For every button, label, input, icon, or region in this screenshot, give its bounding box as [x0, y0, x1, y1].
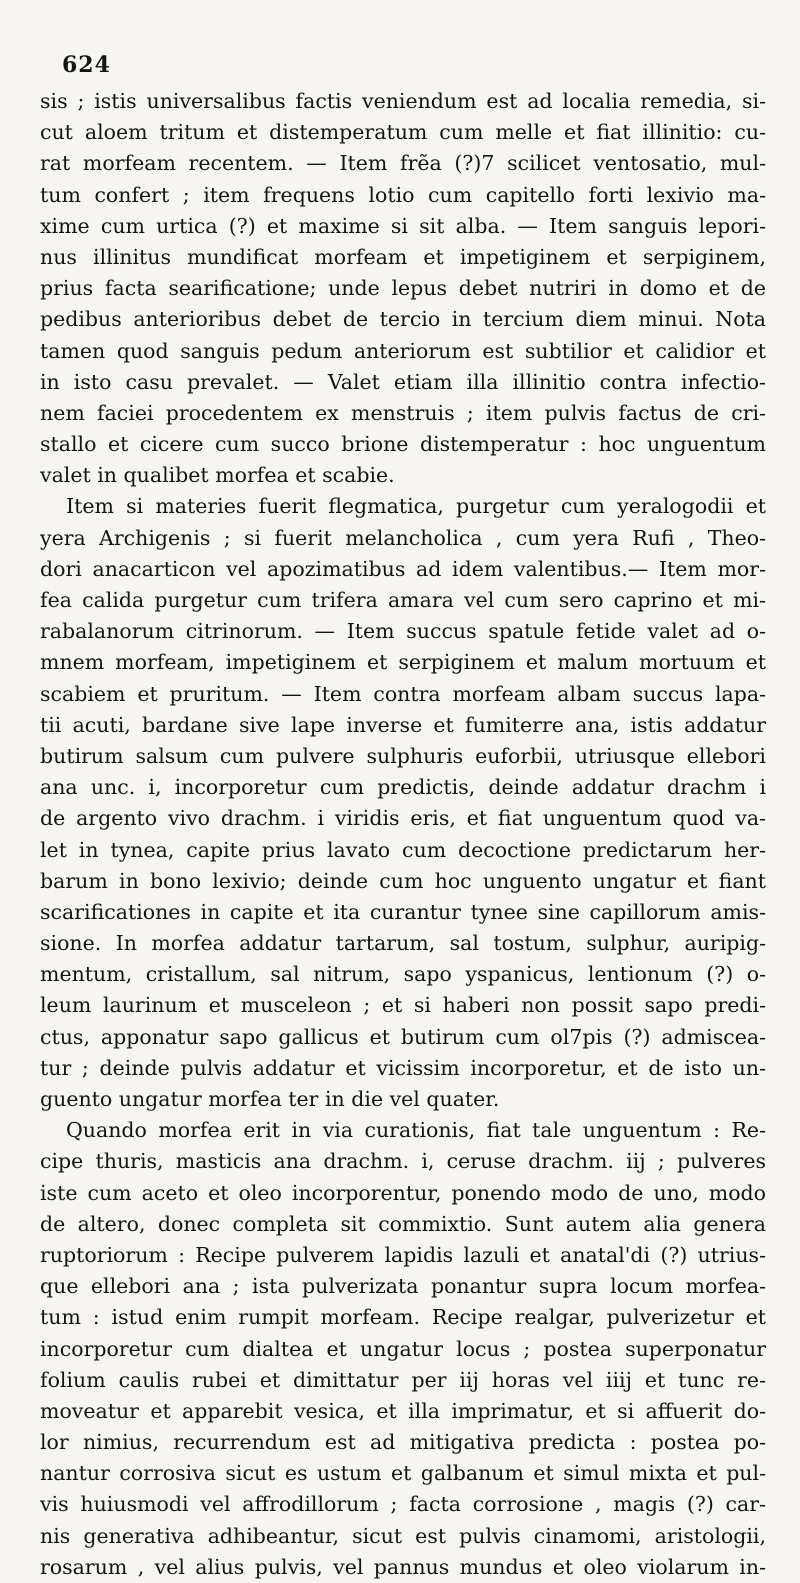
text-line: cipe thuris, masticis ana drachm. i, ceruse drachm. iij ; pulveres: [40, 1149, 766, 1174]
text-line: lor nimius, recurrendum est ad mitigativa predicta : postea po-: [40, 1430, 766, 1455]
page-number: 624: [62, 52, 111, 78]
text-line: sis ; istis universalibus factis veniendum est ad localia remedia, si-: [40, 89, 766, 113]
text-line: xime cum urtica (?) et maxime si sit alba. — Item sanguis lepori-: [40, 213, 766, 238]
text-line: leum laurinum et musceleon ; et si haberi non possit sapo predi-: [40, 993, 766, 1018]
text-line: tur ; deinde pulvis addatur et vicissim incorporetur, et de isto un-: [40, 1055, 766, 1080]
text-line: valet in qualibet morfea et scabie.: [40, 463, 395, 488]
text-line: butirum salsum cum pulvere sulphuris euforbii, utriusque ellebori: [40, 743, 766, 768]
text-line: yera Archigenis ; si fuerit melancholica , cum yera Rufi , Theo-: [40, 525, 766, 550]
text-line: scabiem et pruritum. — Item contra morfeam albam succus lapa-: [40, 681, 766, 706]
text-line: nis generativa adhibeantur, sicut est pulvis cinamomi, aristologii,: [40, 1523, 766, 1548]
text-line: ruptoriorum : Recipe pulverem lapidis lazuli et anatal'di (?) utrius-: [40, 1242, 766, 1267]
text-line: tamen quod sanguis pedum anteriorum est subtilior et calidior et: [40, 338, 766, 363]
text-line: tii acuti, bardane sive lape inverse et fumiterre ana, istis addatur: [40, 712, 766, 737]
text-line: vis huiusmodi vel affrodillorum ; facta corrosione , magis (?) car-: [40, 1492, 766, 1517]
text-line: Quando morfea erit in via curationis, fiat tale unguentum : Re-: [66, 1118, 766, 1143]
text-line: Item si materies fuerit flegmatica, purgetur cum yeralogodii et: [66, 494, 766, 519]
text-line: nantur corrosiva sicut es ustum et galbanum et simul mixta et pul-: [40, 1461, 766, 1486]
text-line: ana unc. i, incorporetur cum predictis, deinde addatur drachm i: [40, 775, 766, 800]
text-line: nem faciei procedentem ex menstruis ; item pulvis factus de cri-: [40, 400, 766, 425]
text-line: ctus, apponatur sapo gallicus et butirum cum ol7pis (?) admiscea-: [40, 1024, 766, 1049]
text-line: mentum, cristallum, sal nitrum, sapo yspanicus, lentionum (?) o-: [40, 962, 766, 987]
text-line: moveatur et apparebit vesica, et illa imprimatur, et si affuerit do-: [40, 1398, 766, 1423]
text-line: nus illinitus mundificat morfeam et impetiginem et serpiginem,: [40, 244, 766, 269]
text-line: mnem morfeam, impetiginem et serpiginem et malum mortuum et: [40, 650, 766, 675]
text-line: guento ungatur morfea ter in die vel quater.: [40, 1087, 500, 1111]
text-line: cut aloem tritum et distemperatum cum melle et fiat illinitio: cu-: [40, 120, 766, 145]
text-line: incorporetur cum dialtea et ungatur locus ; postea superponatur: [40, 1336, 766, 1361]
text-line: rabalanorum citrinorum. — Item succus spatule fetide valet ad o-: [40, 619, 766, 644]
text-line: rosarum , vel alius pulvis, vel pannus mundus et oleo violarum in-: [40, 1554, 766, 1579]
text-line: folium caulis rubei et dimittatur per iij horas vel iiij et tunc re-: [40, 1367, 766, 1392]
text-line: scarificationes in capite et ita curantur tynee sine capillorum amis-: [40, 899, 766, 924]
text-line: sione. In morfea addatur tartarum, sal tostum, sulphur, auripig-: [40, 931, 766, 956]
text-line: fea calida purgetur cum trifera amara vel cum sero caprino et mi-: [40, 588, 766, 612]
text-line: in isto casu prevalet. — Valet etiam illa illinitio contra infectio-: [40, 369, 766, 394]
text-line: stallo et cicere cum succo brione distemperatur : hoc unguentum: [40, 432, 766, 457]
text-line: que ellebori ana ; ista pulverizata ponantur supra locum morfea-: [40, 1274, 766, 1299]
text-line: dori anacarticon vel apozimatibus ad idem valentibus.— Item mor-: [40, 556, 766, 581]
text-line: rat morfeam recentem. — Item frẽa (?)7 scilicet ventosatio, mul-: [40, 151, 766, 176]
text-line: de argento vivo drachm. i viridis eris, et fiat unguentum quod va-: [40, 806, 766, 831]
text-line: barum in bono lexivio; deinde cum hoc unguento ungatur et fiant: [40, 868, 766, 893]
text-line: iste cum aceto et oleo incorporentur, ponendo modo de uno, modo: [40, 1180, 766, 1205]
text-line: de altero, donec completa sit commixtio. Sunt autem alia genera: [40, 1211, 766, 1236]
text-line: pedibus anterioribus debet de tercio in tercium diem minui. Nota: [40, 307, 766, 332]
text-line: tum confert ; item frequens lotio cum capitello forti lexivio ma-: [40, 182, 766, 207]
text-line: let in tynea, capite prius lavato cum decoctione predictarum her-: [40, 837, 766, 862]
text-line: prius facta searificatione; unde lepus debet nutriri in domo et de: [40, 276, 766, 301]
body-text: [40, 86, 766, 1583]
text-line: tum : istud enim rumpit morfeam. Recipe realgar, pulverizetur et: [40, 1305, 766, 1330]
